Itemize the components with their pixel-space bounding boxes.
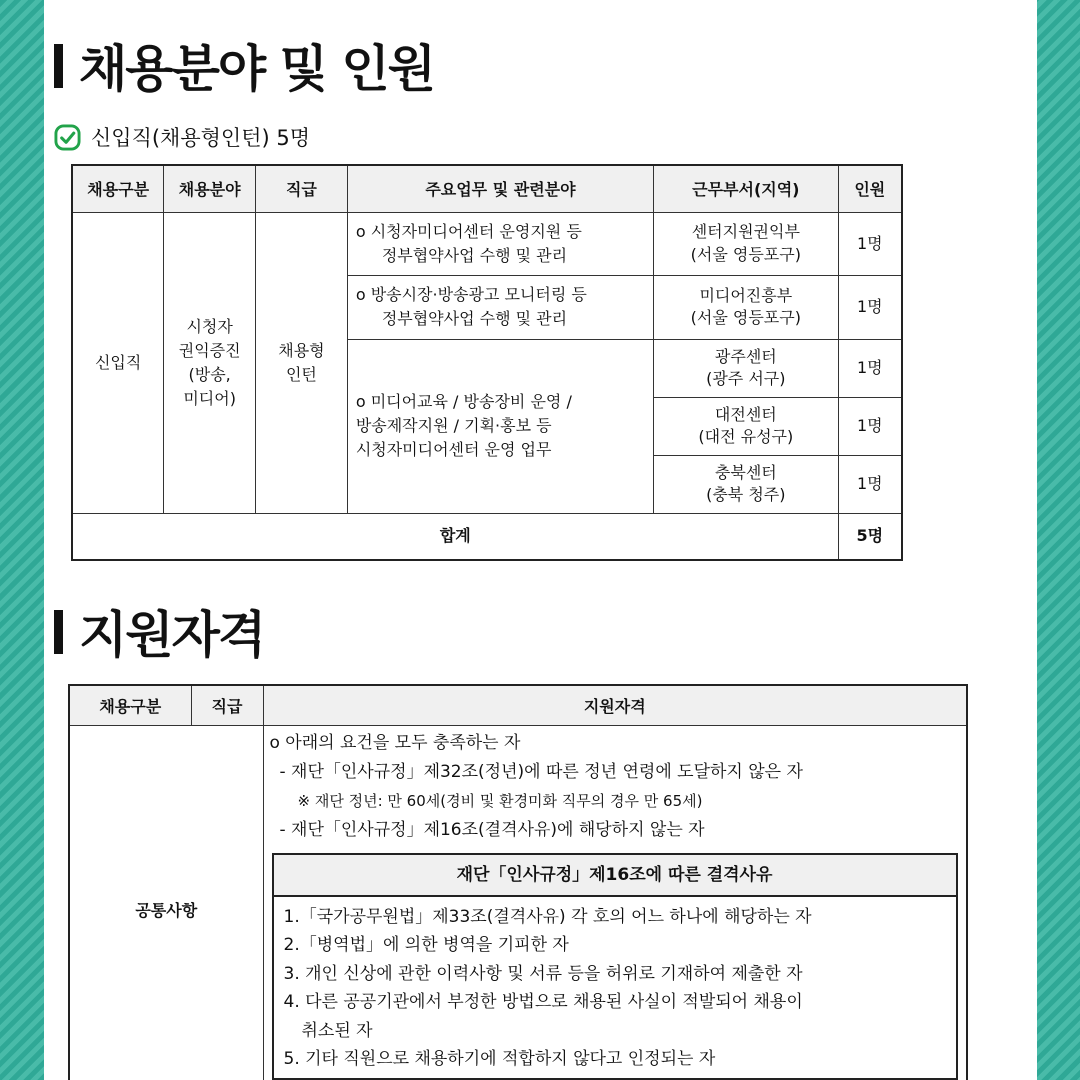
count-cell: 1명	[838, 455, 902, 513]
list-item: 1.「국가공무원법」제33조(결격사유) 각 호의 어느 하나에 해당하는 자	[283, 906, 812, 927]
duty-cell: o 방송시장·방송광고 모니터링 등 정부협약사업 수행 및 관리	[347, 275, 653, 339]
header-category: 채용구분	[69, 685, 191, 725]
header-category: 채용구분	[72, 165, 164, 212]
title-bar-marker	[54, 610, 63, 654]
field-cell: 시청자 권익증진 (방송, 미디어)	[164, 212, 256, 513]
dept-cell: 센터지원권익부 (서울 영등포구)	[654, 212, 839, 275]
total-row	[72, 513, 902, 560]
count-cell: 1명	[838, 212, 902, 275]
dept-cell: 광주센터 (광주 서구)	[654, 339, 839, 397]
table-header-row	[72, 165, 902, 212]
header-grade: 직급	[191, 685, 263, 725]
duty-cell-merged: o 미디어교육 / 방송장비 운영 / 방송제작지원 / 기획·홍보 등 시청자미디어센터 운영 업무	[347, 339, 653, 513]
list-item: 3. 개인 신상에 관한 이력사항 및 서류 등을 허위로 기재하여 제출한 자	[283, 963, 803, 984]
count-cell: 1명	[838, 339, 902, 397]
disqualification-list	[274, 897, 956, 1078]
category-cell: 신입직	[72, 212, 164, 513]
total-value: 5명	[838, 513, 902, 560]
qualification-cell	[263, 725, 967, 1080]
count-cell: 1명	[838, 275, 902, 339]
dept-cell: 충북센터 (충북 청주)	[654, 455, 839, 513]
grade-cell: 채용형 인턴	[256, 212, 348, 513]
list-item-continued: 취소된 자	[301, 1020, 373, 1041]
table-row	[72, 212, 902, 275]
disqualification-title: 재단「인사규정」제16조에 따른 결격사유	[274, 855, 956, 897]
section-title-qualification: 지원자격	[54, 610, 264, 660]
header-grade: 직급	[256, 165, 348, 212]
recruitment-table	[71, 164, 903, 561]
disqualification-box	[272, 853, 958, 1080]
table-header-row	[69, 685, 967, 725]
qual-line: - 재단「인사규정」제16조(결격사유)에 해당하지 않는 자	[279, 819, 705, 840]
header-qualification: 지원자격	[263, 685, 967, 725]
check-icon	[54, 124, 81, 151]
header-dept: 근무부서(지역)	[654, 165, 839, 212]
qual-line: o 아래의 요건을 모두 충족하는 자	[269, 732, 521, 753]
qual-note: ※ 재단 정년: 만 60세(경비 및 환경미화 직무의 경우 만 65세)	[297, 791, 703, 810]
section-title-recruitment: 채용분야 및 인원	[54, 44, 434, 94]
subtitle-line	[54, 122, 310, 152]
list-item: 4. 다른 공공기관에서 부정한 방법으로 채용된 사실이 적발되어 채용이	[283, 992, 803, 1012]
count-cell: 1명	[838, 397, 902, 455]
document-page	[44, 0, 1037, 1080]
qualification-table	[68, 684, 968, 1080]
common-category-cell: 공통사항	[69, 725, 263, 1080]
qual-line: - 재단「인사규정」제32조(정년)에 따른 정년 연령에 도달하지 않은 자	[279, 761, 803, 782]
dept-cell: 대전센터 (대전 유성구)	[654, 397, 839, 455]
dept-cell: 미디어진흥부 (서울 영등포구)	[654, 275, 839, 339]
duty-cell: o 시청자미디어센터 운영지원 등 정부협약사업 수행 및 관리	[347, 212, 653, 275]
title-bar-marker	[54, 44, 63, 88]
header-field: 채용분야	[164, 165, 256, 212]
subtitle-text: 신입직(채용형인턴) 5명	[91, 126, 310, 150]
list-item: 2.「병역법」에 의한 병역을 기피한 자	[283, 935, 569, 955]
table-row	[69, 725, 967, 1080]
total-label: 합계	[72, 513, 838, 560]
list-item: 5. 기타 직원으로 채용하기에 적합하지 않다고 인정되는 자	[283, 1049, 716, 1069]
header-duty: 주요업무 및 관련분야	[347, 165, 653, 212]
header-count: 인원	[838, 165, 902, 212]
